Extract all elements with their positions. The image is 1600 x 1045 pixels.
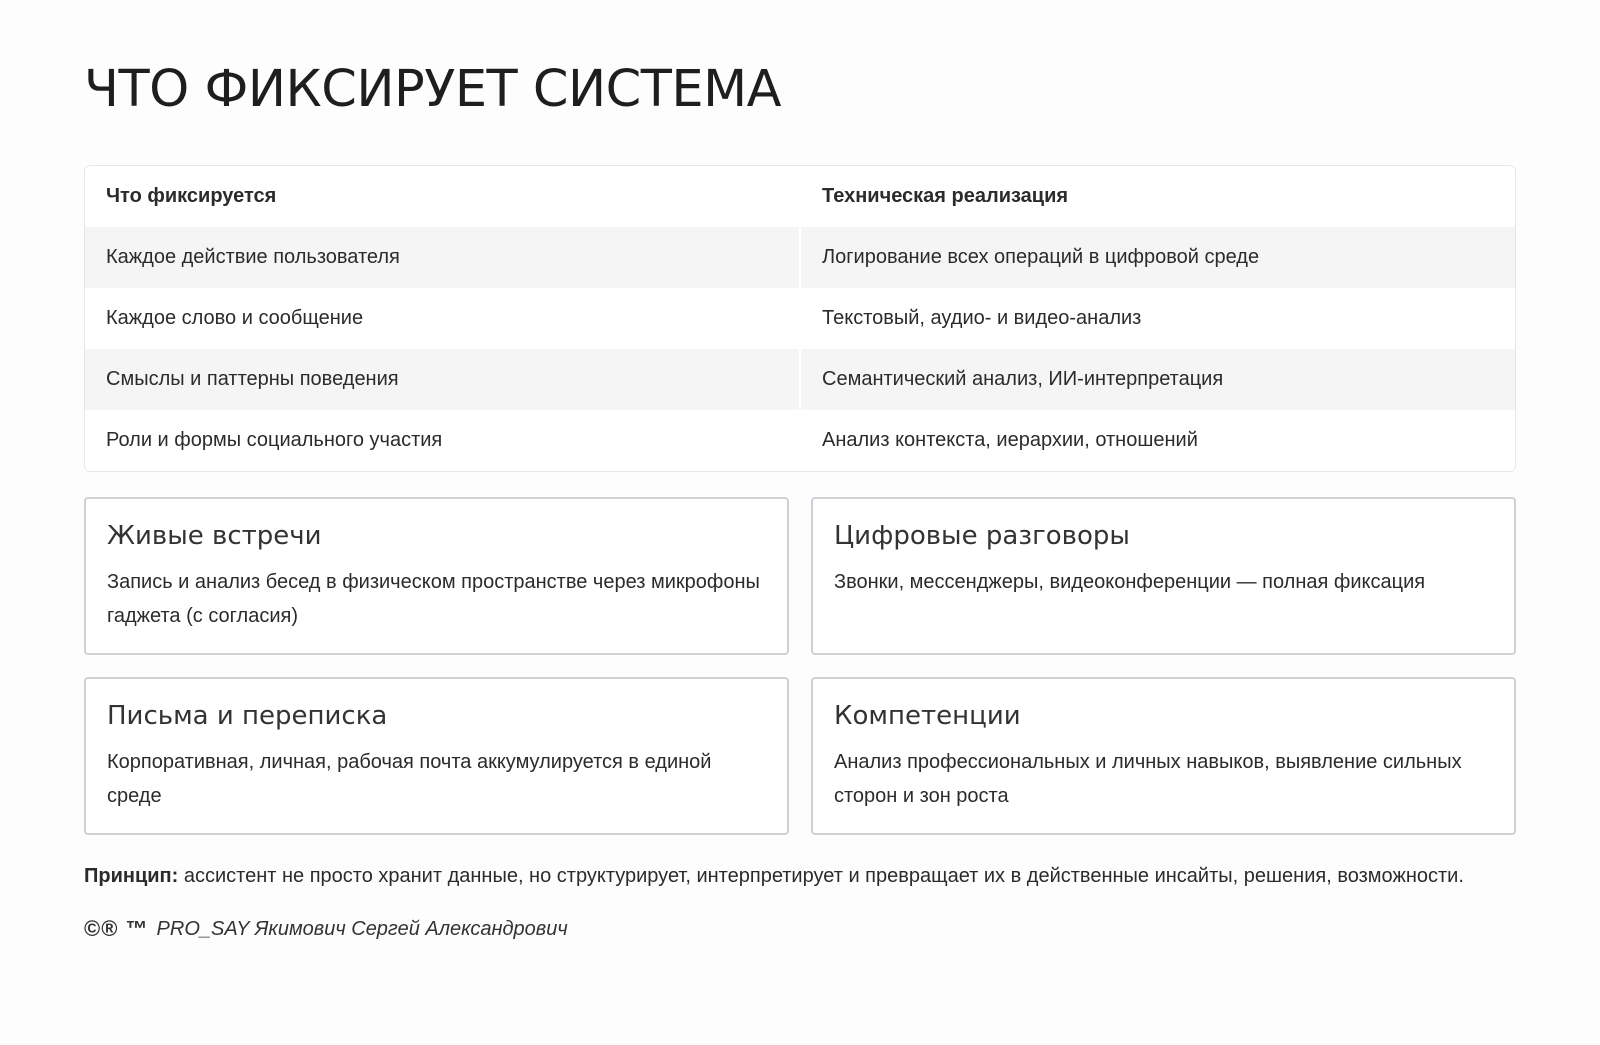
card-title: Письма и переписка [107,701,388,731]
table-cell: Смыслы и паттерны поведения [85,349,800,410]
slide [84,0,1516,944]
table-header-row [85,166,1515,227]
principle-note [84,859,1484,894]
principle-text: ассистент не просто хранит данные, но структурирует, интерпретирует и превращает их в действенные инсайты, решения, возможности. [178,865,1464,887]
principle-label: Принцип: [84,865,179,887]
card-text: Анализ профессиональных и личных навыков, выявление сильных сторон и зон роста [834,751,1462,807]
table-cell: Семантический анализ, ИИ-интерпретация [800,349,1515,410]
table-cell: Каждое слово и сообщение [85,288,800,349]
table-row [85,227,1515,288]
card-title: Цифровые разговоры [834,521,1130,551]
feature-cards [84,497,1516,835]
card-text: Корпоративная, личная, рабочая почта аккумулируется в единой среде [107,751,712,807]
card-title: Компетенции [834,701,1021,731]
author-name: PRO_SAY Якимович Сергей Александрович [156,917,568,940]
column-header-what: Что фиксируется [85,166,800,227]
table-row [85,410,1515,471]
page-title: ЧТО ФИКСИРУЕТ СИСТЕМА [84,60,782,119]
card-competencies [811,677,1516,835]
table-row [85,288,1515,349]
table-cell: Роли и формы социального участия [85,410,800,471]
card-title: Живые встречи [107,521,322,551]
card-letters [84,677,789,835]
copyright-footer [84,914,1516,944]
capture-table [84,165,1516,472]
card-live-meetings [84,497,789,655]
card-text: Запись и анализ бесед в физическом пространстве через микрофоны гаджета (с согласия) [107,571,760,627]
card-digital-conversations [811,497,1516,655]
table-cell: Текстовый, аудио- и видео-анализ [800,288,1515,349]
copyright-icon: ©® ™ [84,916,149,941]
card-text: Звонки, мессенджеры, видеоконференции — полная фиксация [834,571,1426,593]
table-row [85,349,1515,410]
table-cell: Логирование всех операций в цифровой среде [800,227,1515,288]
table-cell: Каждое действие пользователя [85,227,800,288]
column-header-implementation: Техническая реализация [800,166,1515,227]
table-cell: Анализ контекста, иерархии, отношений [800,410,1515,471]
